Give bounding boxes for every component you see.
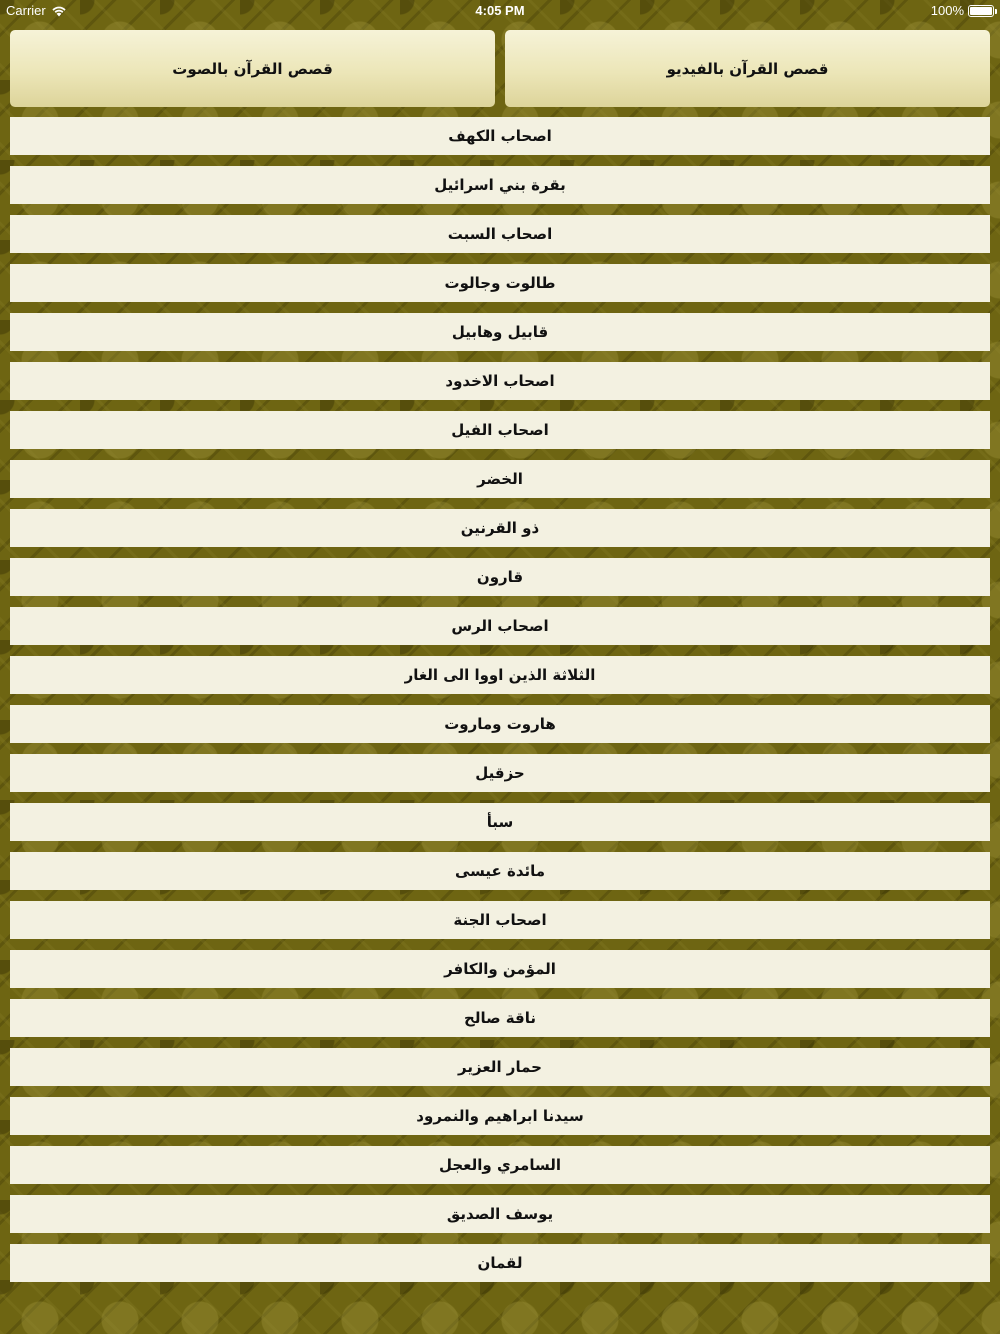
story-item[interactable]: يوسف الصديق (10, 1195, 990, 1233)
video-stories-button[interactable]: قصص القرآن بالفيديو (505, 30, 990, 107)
story-item[interactable]: قابيل وهابيل (10, 313, 990, 351)
story-item[interactable]: ذو القرنين (10, 509, 990, 547)
story-item[interactable]: بقرة بني اسرائيل (10, 166, 990, 204)
audio-stories-button[interactable]: قصص القرآن بالصوت (10, 30, 495, 107)
story-item[interactable]: اصحاب السبت (10, 215, 990, 253)
story-item[interactable]: حزقيل (10, 754, 990, 792)
story-item[interactable]: حمار العزير (10, 1048, 990, 1086)
story-item[interactable]: الثلاثة الذين اووا الى الغار (10, 656, 990, 694)
story-list (10, 117, 990, 1293)
story-item[interactable]: الخضر (10, 460, 990, 498)
battery-icon (968, 5, 994, 17)
battery-percent: 100% (930, 3, 964, 18)
story-item[interactable]: ناقة صالح (10, 999, 990, 1037)
status-right (931, 3, 994, 18)
story-item[interactable]: قارون (10, 558, 990, 596)
story-item[interactable]: سبأ (10, 803, 990, 841)
battery-fill (970, 7, 992, 15)
story-item[interactable]: اصحاب الكهف (10, 117, 990, 155)
story-item[interactable]: هاروت وماروت (10, 705, 990, 743)
story-item[interactable]: لقمان (10, 1244, 990, 1282)
story-item[interactable]: طالوت وجالوت (10, 264, 990, 302)
status-time: 4:05 PM (475, 3, 525, 18)
story-item[interactable]: اصحاب الاخدود (10, 362, 990, 400)
story-item[interactable]: المؤمن والكافر (10, 950, 990, 988)
story-item[interactable]: سيدنا ابراهيم والنمرود (10, 1097, 990, 1135)
story-item[interactable]: اصحاب الرس (10, 607, 990, 645)
status-bar (0, 0, 1000, 22)
story-item[interactable]: اصحاب الفيل (10, 411, 990, 449)
story-item[interactable]: السامري والعجل (10, 1146, 990, 1184)
carrier-label: Carrier (6, 3, 46, 18)
top-buttons (10, 30, 990, 107)
story-item[interactable]: اصحاب الجنة (10, 901, 990, 939)
story-item[interactable]: مائدة عيسى (10, 852, 990, 890)
